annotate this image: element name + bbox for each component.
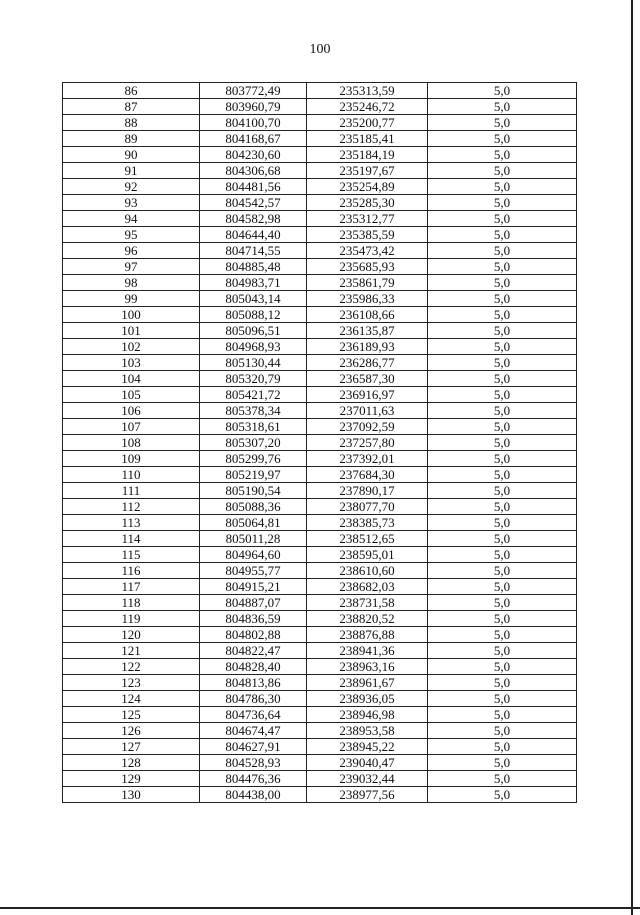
point-number-cell: 92: [63, 179, 200, 195]
x-coordinate-cell: 805190,54: [200, 483, 307, 499]
point-number-cell: 104: [63, 371, 200, 387]
point-number-cell: 119: [63, 611, 200, 627]
table-row: [63, 339, 577, 355]
x-coordinate-cell: 804542,57: [200, 195, 307, 211]
y-coordinate-cell: 238946,98: [307, 707, 428, 723]
precision-cell: 5,0: [428, 387, 577, 403]
precision-cell: 5,0: [428, 579, 577, 595]
precision-cell: 5,0: [428, 435, 577, 451]
x-coordinate-cell: 804736,64: [200, 707, 307, 723]
precision-cell: 5,0: [428, 211, 577, 227]
precision-cell: 5,0: [428, 547, 577, 563]
table-row: [63, 131, 577, 147]
table-row: [63, 83, 577, 99]
x-coordinate-cell: 805307,20: [200, 435, 307, 451]
precision-cell: 5,0: [428, 755, 577, 771]
x-coordinate-cell: 804802,88: [200, 627, 307, 643]
point-number-cell: 122: [63, 659, 200, 675]
table-row: [63, 307, 577, 323]
point-number-cell: 121: [63, 643, 200, 659]
table-row: [63, 595, 577, 611]
point-number-cell: 98: [63, 275, 200, 291]
point-number-cell: 87: [63, 99, 200, 115]
y-coordinate-cell: 238731,58: [307, 595, 428, 611]
point-number-cell: 100: [63, 307, 200, 323]
y-coordinate-cell: 238876,88: [307, 627, 428, 643]
coordinates-table: [62, 82, 577, 803]
y-coordinate-cell: 235185,41: [307, 131, 428, 147]
table-row: [63, 515, 577, 531]
x-coordinate-cell: 803960,79: [200, 99, 307, 115]
x-coordinate-cell: 804836,59: [200, 611, 307, 627]
y-coordinate-cell: 236135,87: [307, 323, 428, 339]
y-coordinate-cell: 235385,59: [307, 227, 428, 243]
table-row: [63, 707, 577, 723]
point-number-cell: 124: [63, 691, 200, 707]
x-coordinate-cell: 804528,93: [200, 755, 307, 771]
table-row: [63, 691, 577, 707]
table-row: [63, 371, 577, 387]
point-number-cell: 88: [63, 115, 200, 131]
point-number-cell: 93: [63, 195, 200, 211]
x-coordinate-cell: 804438,00: [200, 787, 307, 803]
precision-cell: 5,0: [428, 131, 577, 147]
table-row: [63, 787, 577, 803]
precision-cell: 5,0: [428, 371, 577, 387]
point-number-cell: 109: [63, 451, 200, 467]
table-row: [63, 227, 577, 243]
x-coordinate-cell: 805064,81: [200, 515, 307, 531]
x-coordinate-cell: 805320,79: [200, 371, 307, 387]
precision-cell: 5,0: [428, 227, 577, 243]
x-coordinate-cell: 804306,68: [200, 163, 307, 179]
table-row: [63, 179, 577, 195]
x-coordinate-cell: 804714,55: [200, 243, 307, 259]
table-row: [63, 483, 577, 499]
table-row: [63, 147, 577, 163]
page-edge-right: [631, 0, 633, 915]
y-coordinate-cell: 235285,30: [307, 195, 428, 211]
table-row: [63, 275, 577, 291]
point-number-cell: 108: [63, 435, 200, 451]
y-coordinate-cell: 238610,60: [307, 563, 428, 579]
table-row: [63, 531, 577, 547]
point-number-cell: 120: [63, 627, 200, 643]
y-coordinate-cell: 238963,16: [307, 659, 428, 675]
point-number-cell: 97: [63, 259, 200, 275]
table-row: [63, 115, 577, 131]
y-coordinate-cell: 235473,42: [307, 243, 428, 259]
point-number-cell: 105: [63, 387, 200, 403]
point-number-cell: 118: [63, 595, 200, 611]
x-coordinate-cell: 805088,36: [200, 499, 307, 515]
precision-cell: 5,0: [428, 99, 577, 115]
table-row: [63, 259, 577, 275]
x-coordinate-cell: 805043,14: [200, 291, 307, 307]
x-coordinate-cell: 804983,71: [200, 275, 307, 291]
x-coordinate-cell: 804887,07: [200, 595, 307, 611]
point-number-cell: 106: [63, 403, 200, 419]
x-coordinate-cell: 805378,34: [200, 403, 307, 419]
point-number-cell: 102: [63, 339, 200, 355]
precision-cell: 5,0: [428, 531, 577, 547]
point-number-cell: 91: [63, 163, 200, 179]
x-coordinate-cell: 804828,40: [200, 659, 307, 675]
x-coordinate-cell: 805088,12: [200, 307, 307, 323]
point-number-cell: 116: [63, 563, 200, 579]
point-number-cell: 127: [63, 739, 200, 755]
table-row: [63, 659, 577, 675]
x-coordinate-cell: 805421,72: [200, 387, 307, 403]
x-coordinate-cell: 805299,76: [200, 451, 307, 467]
table-row: [63, 563, 577, 579]
table-row: [63, 627, 577, 643]
table-row: [63, 99, 577, 115]
point-number-cell: 94: [63, 211, 200, 227]
point-number-cell: 128: [63, 755, 200, 771]
x-coordinate-cell: 805011,28: [200, 531, 307, 547]
x-coordinate-cell: 804674,47: [200, 723, 307, 739]
table-row: [63, 611, 577, 627]
precision-cell: 5,0: [428, 659, 577, 675]
precision-cell: 5,0: [428, 115, 577, 131]
precision-cell: 5,0: [428, 595, 577, 611]
precision-cell: 5,0: [428, 483, 577, 499]
table-row: [63, 723, 577, 739]
table-row: [63, 355, 577, 371]
x-coordinate-cell: 804822,47: [200, 643, 307, 659]
y-coordinate-cell: 236916,97: [307, 387, 428, 403]
y-coordinate-cell: 235312,77: [307, 211, 428, 227]
precision-cell: 5,0: [428, 739, 577, 755]
precision-cell: 5,0: [428, 499, 577, 515]
precision-cell: 5,0: [428, 355, 577, 371]
table-row: [63, 547, 577, 563]
precision-cell: 5,0: [428, 259, 577, 275]
page-edge-bottom: [0, 907, 640, 909]
y-coordinate-cell: 235197,67: [307, 163, 428, 179]
precision-cell: 5,0: [428, 163, 577, 179]
y-coordinate-cell: 239032,44: [307, 771, 428, 787]
point-number-cell: 129: [63, 771, 200, 787]
precision-cell: 5,0: [428, 291, 577, 307]
point-number-cell: 115: [63, 547, 200, 563]
precision-cell: 5,0: [428, 723, 577, 739]
precision-cell: 5,0: [428, 467, 577, 483]
precision-cell: 5,0: [428, 275, 577, 291]
x-coordinate-cell: 804100,70: [200, 115, 307, 131]
point-number-cell: 112: [63, 499, 200, 515]
precision-cell: 5,0: [428, 515, 577, 531]
table-row: [63, 435, 577, 451]
x-coordinate-cell: 804627,91: [200, 739, 307, 755]
y-coordinate-cell: 237092,59: [307, 419, 428, 435]
y-coordinate-cell: 235861,79: [307, 275, 428, 291]
y-coordinate-cell: 235986,33: [307, 291, 428, 307]
precision-cell: 5,0: [428, 179, 577, 195]
y-coordinate-cell: 237392,01: [307, 451, 428, 467]
x-coordinate-cell: 805318,61: [200, 419, 307, 435]
table-row: [63, 643, 577, 659]
x-coordinate-cell: 804786,30: [200, 691, 307, 707]
table-row: [63, 211, 577, 227]
y-coordinate-cell: 238385,73: [307, 515, 428, 531]
point-number-cell: 110: [63, 467, 200, 483]
precision-cell: 5,0: [428, 787, 577, 803]
point-number-cell: 125: [63, 707, 200, 723]
table-row: [63, 739, 577, 755]
precision-cell: 5,0: [428, 691, 577, 707]
x-coordinate-cell: 804230,60: [200, 147, 307, 163]
x-coordinate-cell: 804644,40: [200, 227, 307, 243]
table-row: [63, 163, 577, 179]
precision-cell: 5,0: [428, 147, 577, 163]
y-coordinate-cell: 236108,66: [307, 307, 428, 323]
precision-cell: 5,0: [428, 339, 577, 355]
table-row: [63, 291, 577, 307]
x-coordinate-cell: 804968,93: [200, 339, 307, 355]
x-coordinate-cell: 804582,98: [200, 211, 307, 227]
precision-cell: 5,0: [428, 323, 577, 339]
point-number-cell: 113: [63, 515, 200, 531]
y-coordinate-cell: 237684,30: [307, 467, 428, 483]
precision-cell: 5,0: [428, 243, 577, 259]
x-coordinate-cell: 805219,97: [200, 467, 307, 483]
x-coordinate-cell: 804481,56: [200, 179, 307, 195]
table-row: [63, 499, 577, 515]
table-row: [63, 451, 577, 467]
point-number-cell: 89: [63, 131, 200, 147]
y-coordinate-cell: 238977,56: [307, 787, 428, 803]
y-coordinate-cell: 236286,77: [307, 355, 428, 371]
table-row: [63, 675, 577, 691]
y-coordinate-cell: 237890,17: [307, 483, 428, 499]
table-row: [63, 195, 577, 211]
point-number-cell: 96: [63, 243, 200, 259]
y-coordinate-cell: 238953,58: [307, 723, 428, 739]
y-coordinate-cell: 238595,01: [307, 547, 428, 563]
point-number-cell: 107: [63, 419, 200, 435]
precision-cell: 5,0: [428, 627, 577, 643]
precision-cell: 5,0: [428, 563, 577, 579]
point-number-cell: 114: [63, 531, 200, 547]
x-coordinate-cell: 804964,60: [200, 547, 307, 563]
y-coordinate-cell: 236189,93: [307, 339, 428, 355]
table-row: [63, 771, 577, 787]
precision-cell: 5,0: [428, 643, 577, 659]
x-coordinate-cell: 804168,67: [200, 131, 307, 147]
y-coordinate-cell: 237011,63: [307, 403, 428, 419]
y-coordinate-cell: 238936,05: [307, 691, 428, 707]
point-number-cell: 103: [63, 355, 200, 371]
x-coordinate-cell: 804813,86: [200, 675, 307, 691]
table-row: [63, 243, 577, 259]
point-number-cell: 95: [63, 227, 200, 243]
precision-cell: 5,0: [428, 675, 577, 691]
point-number-cell: 99: [63, 291, 200, 307]
point-number-cell: 86: [63, 83, 200, 99]
y-coordinate-cell: 238512,65: [307, 531, 428, 547]
table-row: [63, 387, 577, 403]
table-row: [63, 403, 577, 419]
x-coordinate-cell: 804955,77: [200, 563, 307, 579]
page-number: 100: [309, 42, 331, 57]
table-row: [63, 755, 577, 771]
x-coordinate-cell: 804885,48: [200, 259, 307, 275]
y-coordinate-cell: 239040,47: [307, 755, 428, 771]
x-coordinate-cell: 804476,36: [200, 771, 307, 787]
y-coordinate-cell: 236587,30: [307, 371, 428, 387]
y-coordinate-cell: 235254,89: [307, 179, 428, 195]
x-coordinate-cell: 805130,44: [200, 355, 307, 371]
x-coordinate-cell: 805096,51: [200, 323, 307, 339]
table-row: [63, 579, 577, 595]
point-number-cell: 101: [63, 323, 200, 339]
precision-cell: 5,0: [428, 771, 577, 787]
y-coordinate-cell: 238961,67: [307, 675, 428, 691]
y-coordinate-cell: 235313,59: [307, 83, 428, 99]
y-coordinate-cell: 235200,77: [307, 115, 428, 131]
y-coordinate-cell: 238820,52: [307, 611, 428, 627]
x-coordinate-cell: 804915,21: [200, 579, 307, 595]
precision-cell: 5,0: [428, 419, 577, 435]
y-coordinate-cell: 238682,03: [307, 579, 428, 595]
y-coordinate-cell: 238945,22: [307, 739, 428, 755]
point-number-cell: 126: [63, 723, 200, 739]
table-row: [63, 419, 577, 435]
y-coordinate-cell: 235246,72: [307, 99, 428, 115]
point-number-cell: 111: [63, 483, 200, 499]
x-coordinate-cell: 803772,49: [200, 83, 307, 99]
table-row: [63, 467, 577, 483]
precision-cell: 5,0: [428, 195, 577, 211]
point-number-cell: 123: [63, 675, 200, 691]
table-body: [63, 83, 577, 803]
y-coordinate-cell: 235184,19: [307, 147, 428, 163]
point-number-cell: 130: [63, 787, 200, 803]
precision-cell: 5,0: [428, 403, 577, 419]
precision-cell: 5,0: [428, 611, 577, 627]
precision-cell: 5,0: [428, 707, 577, 723]
point-number-cell: 90: [63, 147, 200, 163]
y-coordinate-cell: 235685,93: [307, 259, 428, 275]
table-row: [63, 323, 577, 339]
y-coordinate-cell: 237257,80: [307, 435, 428, 451]
precision-cell: 5,0: [428, 83, 577, 99]
y-coordinate-cell: 238077,70: [307, 499, 428, 515]
precision-cell: 5,0: [428, 307, 577, 323]
precision-cell: 5,0: [428, 451, 577, 467]
y-coordinate-cell: 238941,36: [307, 643, 428, 659]
point-number-cell: 117: [63, 579, 200, 595]
